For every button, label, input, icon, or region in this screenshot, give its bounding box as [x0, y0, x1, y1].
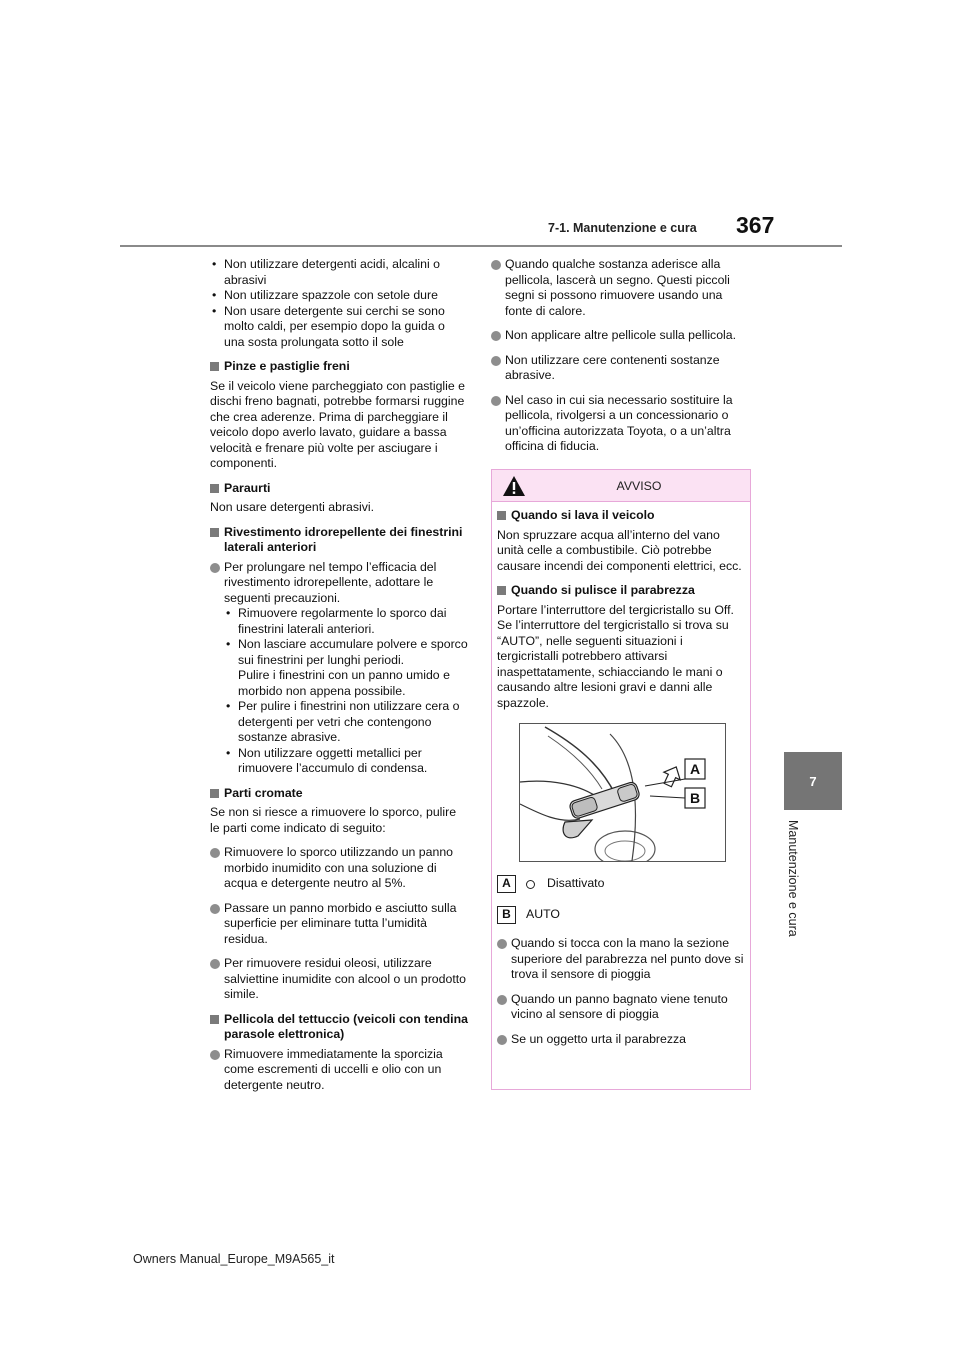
figure-label-a: A	[689, 761, 701, 777]
circle-bullet-icon	[497, 995, 507, 1005]
brakes-heading: Pinze e pastiglie freni	[210, 359, 468, 375]
film-item: Nel caso in cui sia necessario sostituire la pellicola, rivolgersi a un concessionario o un’officina autorizzata Toyota, o a un’altra officina di fiducia.	[491, 393, 753, 455]
circle-bullet-icon	[491, 356, 501, 366]
circle-bullet-icon	[491, 331, 501, 341]
film-item: Non utilizzare cere contenenti sostanze abrasive.	[491, 353, 753, 384]
wiper-lever-drawing	[520, 724, 725, 861]
coating-heading: Rivestimento idrorepellente dei finestrini laterali anteriori	[210, 525, 468, 556]
coating-intro: Per prolungare nel tempo l’efficacia del rivestimento idrorepellente, adottare le seguenti precauzioni.	[224, 559, 437, 605]
chapter-number: 7	[809, 773, 817, 789]
chapter-tab	[784, 752, 842, 810]
coating-bullet: • Rimuovere regolarmente lo sporco dai finestrini laterali anteriori.	[224, 606, 468, 637]
circle-bullet-icon	[210, 1050, 220, 1060]
square-bullet-icon	[497, 586, 506, 595]
label-a-row	[497, 875, 745, 893]
circle-bullet-icon	[210, 904, 220, 914]
film-item: Quando qualche sostanza aderisce alla pellicola, lascerà un segno. Questi piccoli segni si possono rimuovere usando una fonte di calore.	[491, 257, 753, 319]
situation-item: Quando si tocca con la mano la sezione superiore del parabrezza nel punto dove si trova il sensore di pioggia	[497, 936, 745, 983]
warning-body	[492, 502, 750, 1047]
figure-label-b: B	[689, 790, 701, 806]
coating-bullet-extra: Pulire i finestrini con un panno umido e morbido non appena possibile.	[238, 668, 450, 698]
windshield-text-1: Portare l’interruttore del tergicristallo su Off.	[497, 602, 734, 617]
chrome-heading: Parti cromate	[210, 786, 468, 802]
label-a-text: Disattivato	[547, 876, 605, 891]
bumpers-heading: Paraurti	[210, 481, 468, 497]
chapter-tab-label	[780, 820, 810, 970]
square-bullet-icon	[210, 528, 219, 537]
intro-bullet: • Non utilizzare detergenti acidi, alcalini o abrasivi	[210, 257, 468, 288]
left-column	[210, 257, 468, 1102]
coating-bullet: • Per pulire i finestrini non utilizzare cera o detergenti per vetri che contengono sostanze abrasive.	[224, 699, 468, 746]
chrome-item: Per rimuovere residui oleosi, utilizzare salviettine inumidite con alcool o un prodotto simile.	[210, 956, 468, 1003]
circle-bullet-icon	[497, 1035, 507, 1045]
right-column	[491, 257, 753, 464]
wiper-switch-illustration	[519, 723, 726, 862]
circle-bullet-icon	[491, 396, 501, 406]
intro-bullet: • Non usare detergente sui cerchi se sono molto caldi, per esempio dopo la guida o una sosta prolungata sotto il sole	[210, 304, 468, 351]
label-b-badge: B	[497, 906, 516, 924]
square-bullet-icon	[210, 1015, 219, 1024]
coating-bullet: • Non lasciare accumulare polvere e sporco sui finestrini per lunghi periodi.	[224, 637, 468, 668]
windshield-text-2: Se l’interruttore del tergicristallo si trova su “AUTO”, nelle seguenti situazioni i tergicristalli potrebbero attivarsi inaspettatamente, schiacciando le mani o causando altre lesioni gravi e danni alle spazzole.	[497, 618, 729, 710]
square-bullet-icon	[210, 362, 219, 371]
circle-bullet-icon	[497, 939, 507, 949]
film-item: Rimuovere immediatamente la sporcizia come escrementi di uccelli e olio con un detergente neutro.	[210, 1047, 468, 1094]
chrome-text: Se non si riesce a rimuovere lo sporco, pulire le parti come indicato di seguito:	[210, 805, 457, 835]
bumpers-text: Non usare detergenti abrasivi.	[210, 500, 375, 514]
film-item: Non applicare altre pellicole sulla pellicola.	[491, 328, 753, 344]
chrome-item: Passare un panno morbido e asciutto sulla superficie per eliminare tutta l’umidità residua.	[210, 901, 468, 948]
situation-item: Quando un panno bagnato viene tenuto vicino al sensore di pioggia	[497, 992, 745, 1023]
square-bullet-icon	[210, 484, 219, 493]
warning-icon	[502, 475, 526, 497]
square-bullet-icon	[497, 511, 506, 520]
footer-text: Owners Manual_Europe_M9A565_it	[133, 1252, 335, 1266]
situation-item: Se un oggetto urta il parabrezza	[497, 1032, 745, 1048]
circle-bullet-icon	[491, 260, 501, 270]
header-divider	[120, 245, 842, 247]
wash-text: Non spruzzare acqua all’interno del vano unità celle a combustibile. Ciò potrebbe causare incendi dei componenti elettrici, ecc.	[497, 527, 742, 573]
warning-header	[492, 470, 750, 502]
chrome-item: Rimuovere lo sporco utilizzando un panno morbido inumidito con una soluzione di acqua e detergente neutro al 5%.	[210, 845, 468, 892]
intro-bullet: • Non utilizzare spazzole con setole dure	[210, 288, 468, 304]
circle-bullet-icon	[210, 848, 220, 858]
label-b-text: AUTO	[526, 907, 560, 922]
film-heading: Pellicola del tettuccio (veicoli con tendina parasole elettronica)	[210, 1012, 468, 1043]
coating-item	[210, 560, 468, 777]
circle-bullet-icon	[210, 563, 220, 573]
windshield-heading: Quando si pulisce il parabrezza	[497, 583, 745, 599]
warning-title: AVVISO	[616, 478, 662, 493]
intro-bullet-list	[210, 257, 468, 350]
square-bullet-icon	[210, 789, 219, 798]
coating-bullet: • Non utilizzare oggetti metallici per rimuovere l’accumulo di condensa.	[224, 746, 468, 777]
off-position-icon	[526, 880, 535, 889]
circle-bullet-icon	[210, 959, 220, 969]
chapter-label: Manutenzione e cura	[786, 820, 800, 937]
wash-heading: Quando si lava il veicolo	[497, 508, 745, 524]
warning-box	[491, 469, 751, 1090]
brakes-text: Se il veicolo viene parcheggiato con pastiglie e dischi freno bagnati, potrebbe formarsi ruggine che crea aderenze. Prima di parcheggiare il veicolo dopo averlo lavato, guidare a bassa velocità e frenare più volte per asciugare i componenti.	[210, 378, 465, 470]
page-number: 367	[736, 212, 775, 238]
section-title: 7-1. Manutenzione e cura	[548, 221, 697, 235]
label-b-row	[497, 906, 745, 924]
label-a-badge: A	[497, 875, 516, 893]
